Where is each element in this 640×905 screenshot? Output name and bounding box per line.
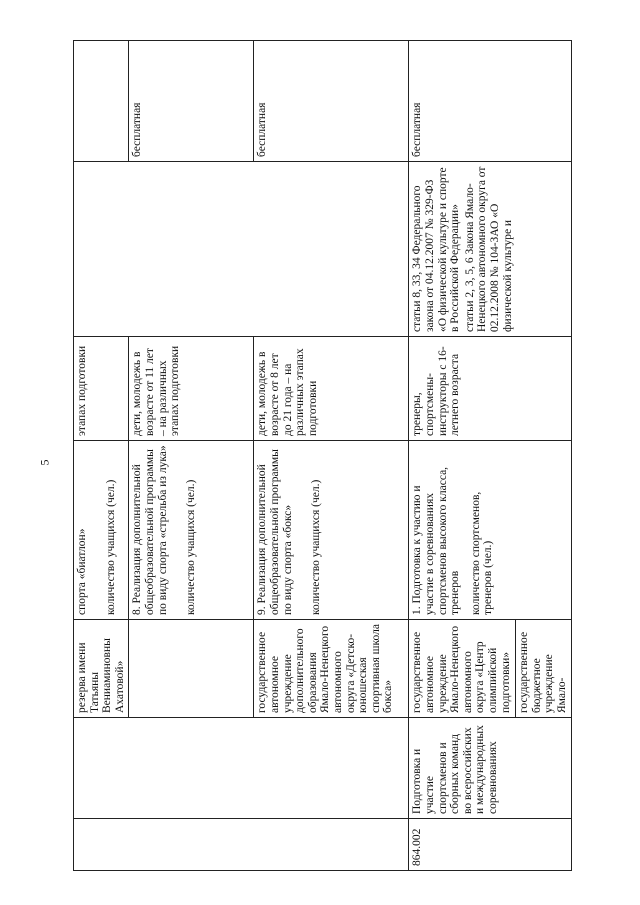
institution-cell: резерва имени Татьяны Вениаминовны Ахатовой» <box>74 620 129 718</box>
payment-cell <box>74 41 129 162</box>
service-cell <box>254 718 409 819</box>
institution-part-2: государственное бюджетное учреждение Ямало- <box>518 631 568 713</box>
code-cell <box>74 819 129 871</box>
payment-cell: бесплатная <box>254 41 409 162</box>
indicator-cell: 8. Реализация дополнительной общеобразовательной программы по виду спорта «стрельба из лука» количество учащихся (чел.) <box>129 441 254 620</box>
code-cell <box>129 819 254 871</box>
institution-cell <box>129 620 254 718</box>
services-table <box>73 40 572 871</box>
service-cell <box>129 718 254 819</box>
legal-basis-cell: статьи 8, 33, 34 Федерального закона от 04.12.2007 № 329-ФЗ «О физической культуре и спорте в Российской Федерации» статьи 2, 3, 5, 6 Закона Ямало-Ненецкого автономного округа от 02.12.2008 № 104-ЗАО «О физической культуре и <box>409 162 571 337</box>
rotated-page <box>73 6 628 871</box>
table-row <box>129 41 254 871</box>
payment-cell: бесплатная <box>129 41 254 162</box>
table-row <box>74 41 129 871</box>
service-cell: Подготовка и участие спортсменов и сборных команд во всероссийских и международных соревнованиях <box>409 718 571 819</box>
indicator-cell: 1. Подготовка к участию и участие в соревнованиях спортсменов высокого класса, тренеров количество спортсменов, тренеров (чел.) <box>409 441 571 620</box>
institution-part-1: государственное автономное учреждение Ямало-Ненецкого автономного округа «Центр олимпийской подготовки» <box>409 620 516 717</box>
service-cell <box>74 718 129 819</box>
code-cell <box>254 819 409 871</box>
table-row <box>409 41 571 871</box>
table-row <box>254 41 409 871</box>
institution-cell: государственное автономное учреждение дополнительного образования Ямало-Ненецкого автономного округа «Детско-юношеская спортивная школа бокса» <box>254 620 409 718</box>
consumer-cell: этапах подготовки <box>74 337 129 441</box>
legal-basis-cell <box>74 162 129 337</box>
consumer-cell: тренеры, спортсмены-инструкторы с 16-летнего возраста <box>409 337 571 441</box>
institution-cell <box>409 620 571 718</box>
indicator-cell: 9. Реализация дополнительной общеобразовательной программы по виду спорта «бокс» количество учащихся (чел.) <box>254 441 409 620</box>
consumer-cell: дети, молодежь в возрасте от 11 лет – на различных этапах подготовки <box>129 337 254 441</box>
page-number: 5 <box>37 459 52 466</box>
code-cell: 864.002 <box>409 819 571 871</box>
legal-basis-cell <box>254 162 409 337</box>
indicator-cell: спорта «биатлон» количество учащихся (чел.) <box>74 441 129 620</box>
consumer-cell: дети, молодежь в возрасте от 8 лет до 21 года – на различных этапах подготовки <box>254 337 409 441</box>
legal-basis-cell <box>129 162 254 337</box>
payment-cell: бесплатная <box>409 41 571 162</box>
